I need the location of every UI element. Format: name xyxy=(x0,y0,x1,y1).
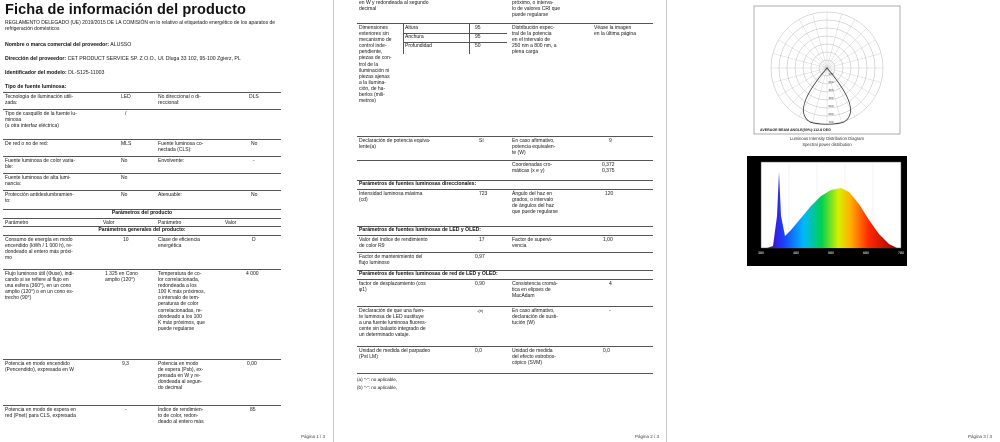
polar-caption: Luminous Intensity Distribution Diagram xyxy=(789,136,864,141)
section-heading: Parámetros de fuentes luminosas de LED y OLED: xyxy=(357,226,653,234)
spectral-power-distribution-chart xyxy=(747,156,907,266)
page-number: Página 1 / 3 xyxy=(300,434,325,439)
table-row: Potencia en modo de espera en red (Pnet) para CLS, expresada - Índice de rendimien- to de color, redon- deado al entero más 85 xyxy=(3,405,281,432)
table-row: Protección antideslumbramien- to: No Atenuable: No xyxy=(3,190,281,207)
table-row: Intensidad luminosa máxima (cd) 723 Ángulo del haz en grados, o intervalo de ángulos del haz que puede regularse 120 xyxy=(357,189,653,225)
table-row: Unidad de medida del parpadeo (Pst LM) 0,0 Unidad de medida del efecto estrobos- cópico (SVM) 0,0 xyxy=(357,346,653,372)
table-row: Consumo de energía en modo encendido (kWh / 1 000 h), re- dondeado al entero más próxi- mo 10 Clase de eficiencia energética D xyxy=(3,235,281,269)
polar-ring-label: 100 xyxy=(828,72,834,76)
table-row: Declaración de que una fuen- te luminosa de LED sustituye a una fuente luminosa fluores- cente sin balasto integrado de un determinado vataje. -(b) En caso afirmativo, declaración de susti- tución (W) - xyxy=(357,306,653,346)
table-row: en W y redondeada al segundo decimal próximo, o interva- lo de valores CRI que puede regularse xyxy=(359,0,561,19)
table-row: Factor de mantenimiento del flujo luminoso 0,97 xyxy=(357,252,653,269)
polar-ring-label: 200 xyxy=(828,80,834,84)
spectrum-x-tick: 380 xyxy=(758,251,764,255)
footnotes xyxy=(357,376,397,392)
page-3 xyxy=(667,0,1000,442)
table-row: Fuente luminosa de color varia- ble: No Envolvente: - xyxy=(3,156,281,173)
section-heading: Parámetros de fuentes luminosas de red de LED y OLED: xyxy=(357,270,653,278)
spectrum-x-tick: 780 xyxy=(898,251,904,255)
table-row: De red o no de red: MLS Fuente luminosa co- nectada (CLS): No xyxy=(3,139,281,156)
page-1 xyxy=(0,0,333,442)
regulation-intro: REGLAMENTO DELEGADO (UE) 2019/2015 DE LA COMISIÓN en lo relativo al etiquetado energético de los aparatos de refrigeración domésticos xyxy=(5,20,276,33)
footnote-a: (a) "-": no aplicable, xyxy=(357,377,398,382)
product-table-continued xyxy=(357,0,653,380)
polar-ring-label: 400 xyxy=(828,96,834,100)
table-row: factor de desplazamiento (cos φ1) 0,90 Consistencia cromá- tica en elipses de MacAdam 4 xyxy=(357,279,653,306)
table-row: Valor del índice de rendimiento de color R9 17 Factor de supervi- vencia 1,00 xyxy=(357,235,653,252)
source-type-heading: Tipo de fuente luminosa: xyxy=(5,84,67,90)
spectrum-x-tick: 580 xyxy=(828,251,834,255)
polar-readout: AVERAGE BEAM ANGLE(50%):112.8 DEG xyxy=(760,128,831,132)
table-row: Flujo luminoso útil (Φuse), indi- cando si se refiere al flujo en una esfera (360°), en un cono amplio (120°) o en un cono es- trecho (90°) 1 325 en Cono amplio (120°) Temperatura de co- lor correlacionada, redondeada a los 100 K más próximos, o intervalo de tem- peraturas de color correlacionadas, re- dondeado a los 100 K más próximos, que puede regularse 4 000 xyxy=(3,269,281,354)
address-row: Dirección del proveedor: CET PRODUCT SERVICE SP. Z O.O., Ul. Dluga 33 102, 95-100 Zgierz, PL xyxy=(5,56,241,62)
page-number: Página 3 / 3 xyxy=(967,434,992,439)
product-table xyxy=(3,92,281,432)
polar-ring-label: 300 xyxy=(828,88,834,92)
table-row: Tipo de casquillo de la fuente lu- minosa (u otra interfaz eléctrica) / xyxy=(3,109,281,139)
table-row: Coordenadas cro- máticas (x e y) 0,372 0,375 xyxy=(357,160,653,177)
table-header-row: Parámetro Valor Parámetro Valor xyxy=(3,218,281,226)
page-number: Página 2 / 3 xyxy=(634,434,659,439)
table-row: Declaración de potencia equiva- lente(a) Sí En caso afirmativo, potencia equivalen- te (W) 9 xyxy=(357,136,653,160)
page-2 xyxy=(334,0,667,442)
page-title: Ficha de información del producto xyxy=(5,2,246,18)
dimensions-subtable: Altura 95 Anchura 95 Profundidad 50 xyxy=(403,24,507,54)
section-heading: Parámetros del producto xyxy=(3,209,281,217)
table-row: Potencia en modo encendido (Pencendido), expresada en W 9,3 Potencia en modo de espera (Psb), ex- presada en W y re- dondeada al segun- do decimal 0,00 xyxy=(3,359,281,401)
supplier-row: Nombre o marca comercial del proveedor: ALUSSO xyxy=(5,42,132,48)
section-heading: Parámetros de fuentes luminosas direccionales: xyxy=(357,180,653,188)
polar-ring-label: 500 xyxy=(828,104,834,108)
table-row: Tecnología de iluminación utili- zada: LED No direccional o di- reccional: DLS xyxy=(3,92,281,109)
spectrum-x-tick: 680 xyxy=(863,251,869,255)
polar-ring-label: 600 xyxy=(828,112,834,116)
spectrum-x-tick: 480 xyxy=(793,251,799,255)
luminous-intensity-polar-diagram xyxy=(752,4,902,146)
table-row: Fuente luminosa de alta lumi- nancia: No xyxy=(3,173,281,190)
model-row: Identificador del modelo: DL-S125-11003 xyxy=(5,70,105,76)
footnote-b: (b) "-": no aplicable, xyxy=(357,385,398,390)
section-heading: Parámetros generales del producto: xyxy=(3,226,281,234)
polar-ring-label: 700 xyxy=(828,120,834,124)
table-row: Dimensiones exteriores sin mecanismo de control inde- pendiente, piezas de con- trol de la iluminación ni piezas ajenas a la ilumina- ción, de ha- berlos (mili- metros) Altura 95 Anchura 95 Profundidad 50 Distribución espec- tral de la potencia en el intervalo de 250 nm a 800 nm, a plena carga Véase la imagen en la última página xyxy=(357,23,653,135)
spectrum-caption: Spectral power distribution xyxy=(802,142,852,147)
